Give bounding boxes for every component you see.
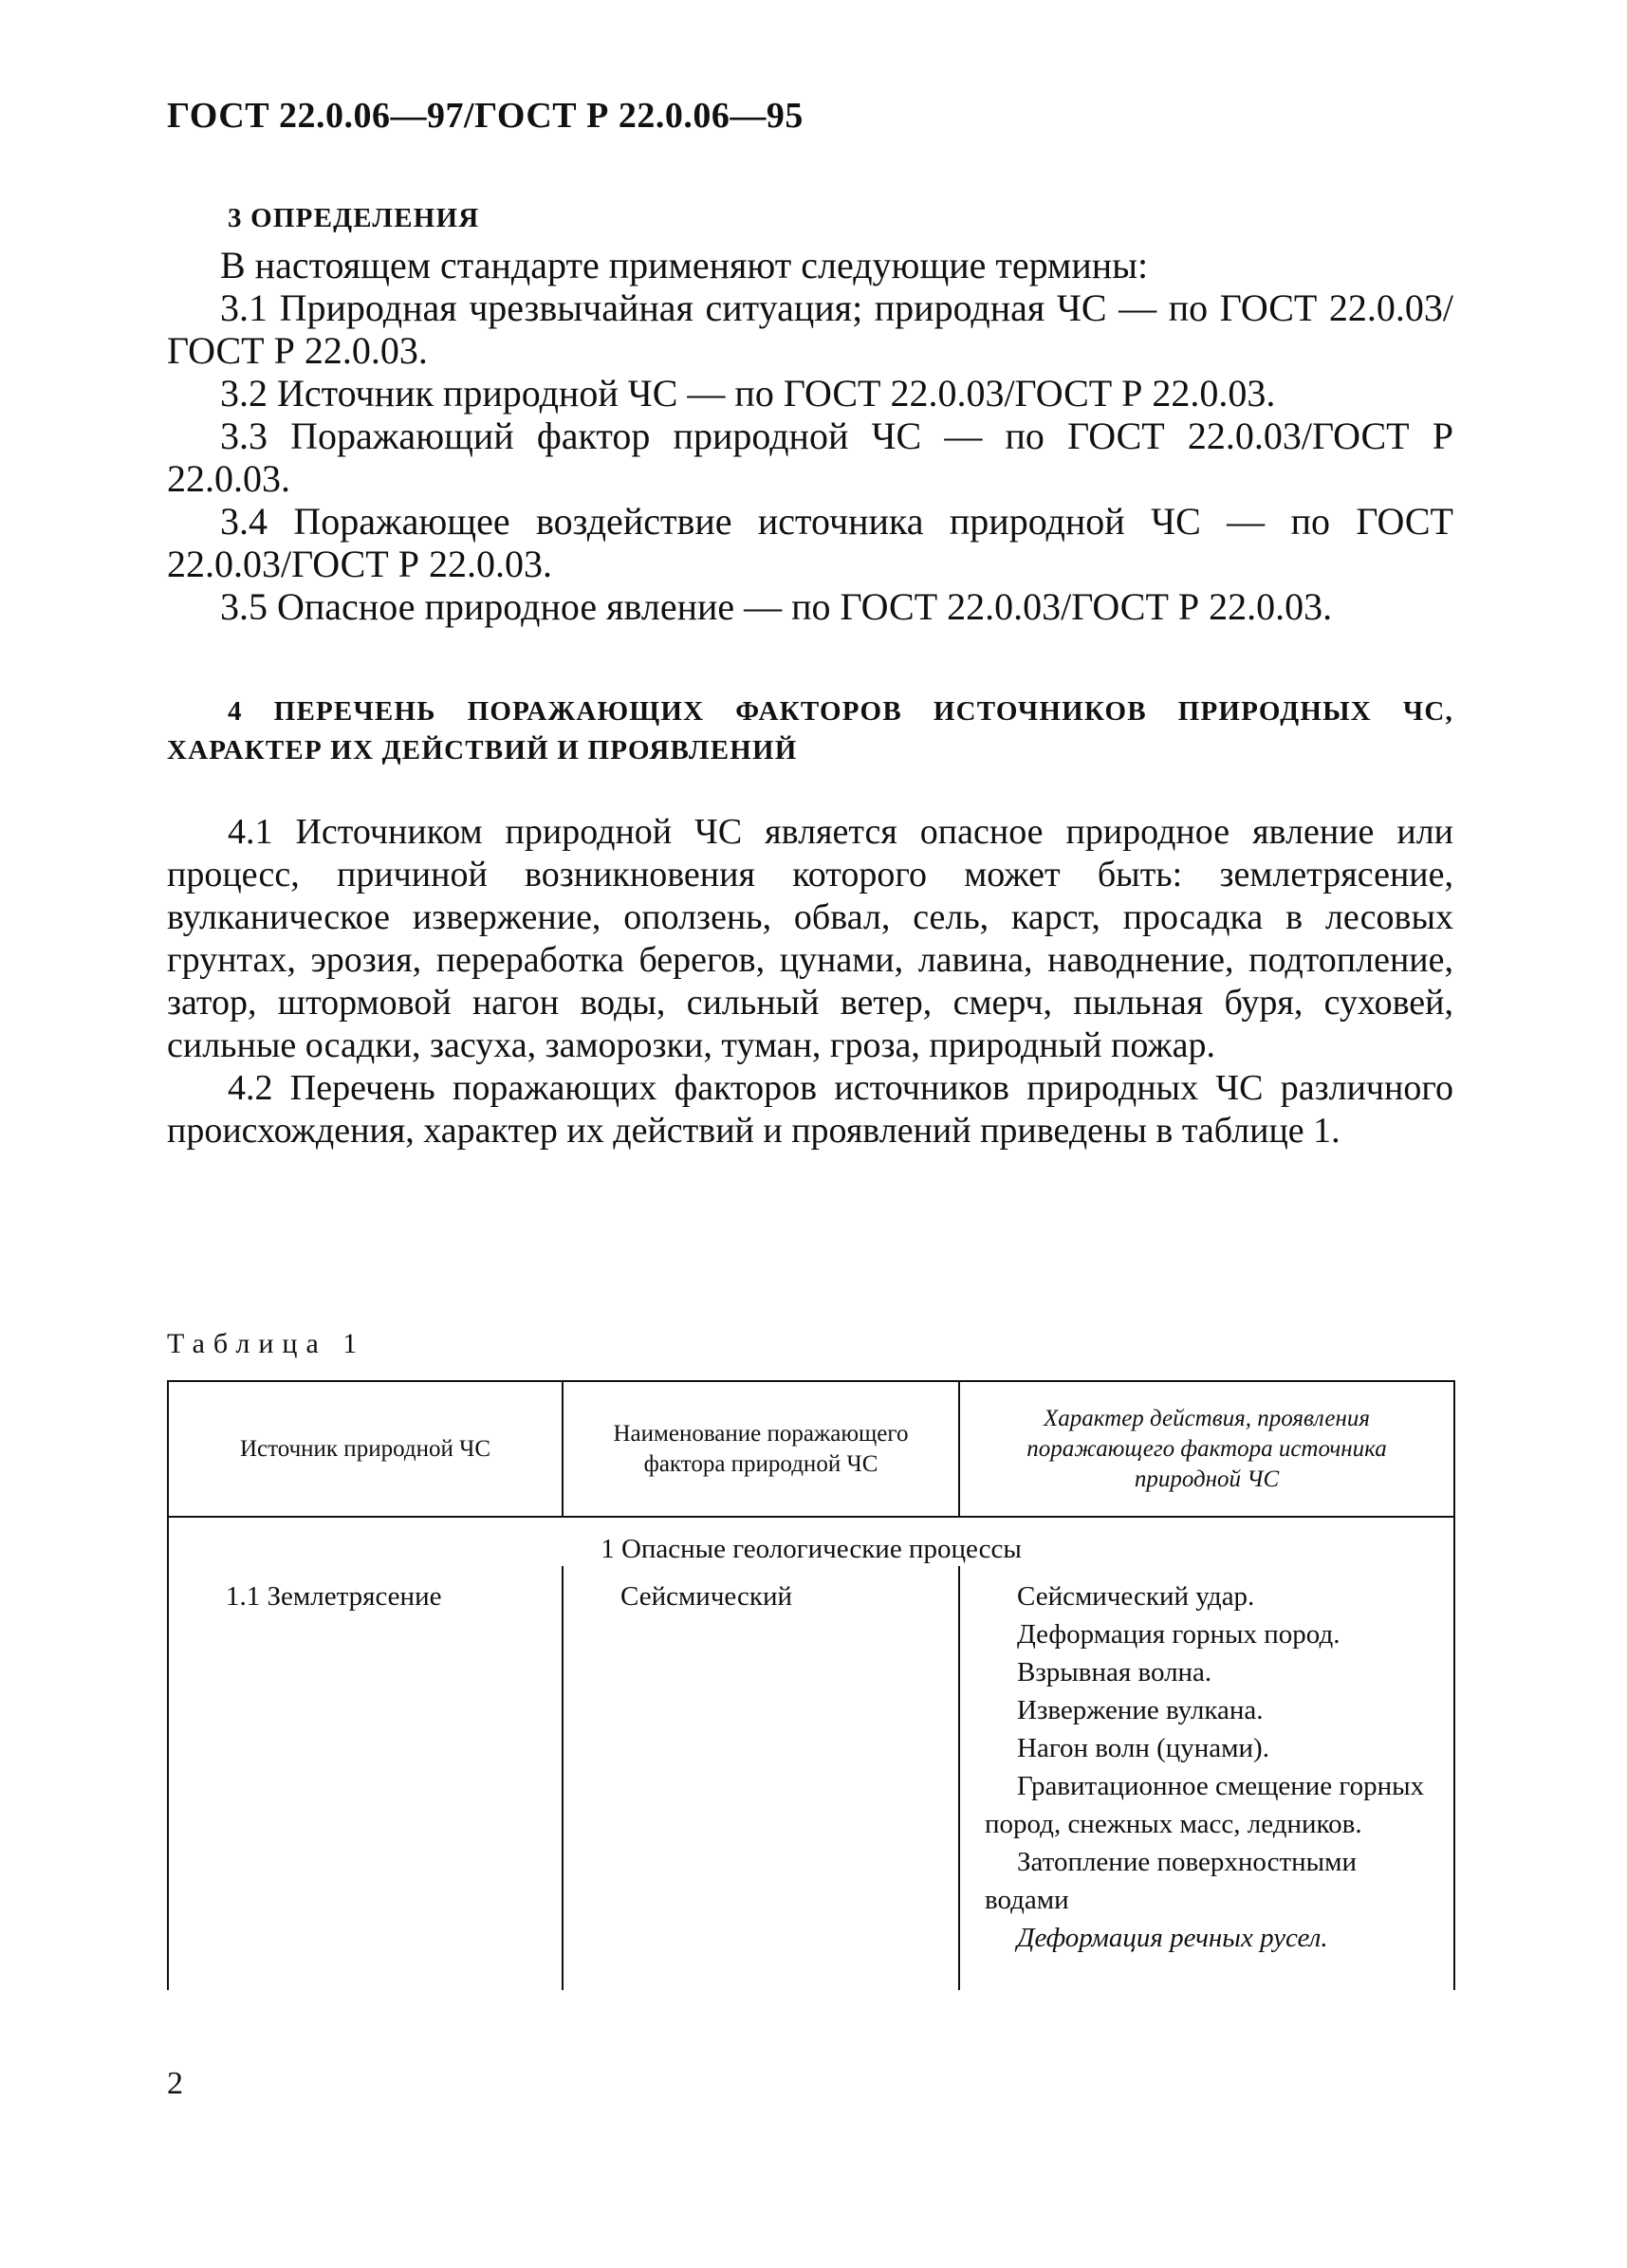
table-header-divider [167,1516,1455,1518]
definitions-block [167,244,1453,628]
header-source: Источник природной ЧС [239,1435,490,1462]
section-3-heading: 3 ОПРЕДЕЛЕНИЯ [228,203,480,233]
definitions-intro: В настоящем стандарте применяют следующие термины: [220,244,1149,286]
paragraph-4-2: 4.2 Перечень поражающих факторов источников природных ЧС различного происхождения, характер их действий и проявлений приведены в таблице 1. [167,1068,1453,1151]
definition-item: 3.5 Опасное природное явление — по ГОСТ 22.0.03/ГОСТ Р 22.0.03. [220,585,1333,628]
definition-item: 3.2 Источник природной ЧС — по ГОСТ 22.0.03/ГОСТ Р 22.0.03. [220,372,1276,415]
effect-item: Деформация горных пород. [1017,1619,1340,1650]
effect-item: Извержение вулкана. [1017,1695,1264,1725]
effect-item: Взрывная волна. [1017,1657,1212,1687]
cell-source: 1.1 Землетрясение [226,1581,442,1612]
table-1 [167,1380,1455,1990]
header-factor: Наименование поражающего фактора природной ЧС [613,1420,909,1477]
section-4-body [167,811,1453,1152]
table-group-row: 1 Опасные геологические процессы [601,1534,1022,1564]
effect-item: Гравитационное смещение горных пород, снежных масс, ледников. [985,1771,1425,1839]
effect-item: Затопление поверхностными водами [985,1847,1358,1915]
document-title: ГОСТ 22.0.06—97/ГОСТ Р 22.0.06—95 [167,96,804,136]
column-divider [958,1566,960,1990]
effect-item: Деформация речных русел. [1017,1923,1328,1953]
paragraph-4-1: 4.1 Источником природной ЧС является опасное природное явление или процесс, причиной возникновения которого может быть: землетрясение, вулканическое извержение, оползень, обвал, сель, карст, просадка в лесовых грунтах, эрозия, переработка берегов, цунами, лавина, наводнение, подтопление, затор, штормовой нагон воды, сильный ветер, смерч, пыльная буря, суховей, сильные осадки, засуха, заморозки, туман, гроза, природный пожар. [167,812,1453,1065]
definition-item: 3.4 Поражающее воздействие источника природной ЧС — по ГОСТ 22.0.03/ГОСТ Р 22.0.03. [167,500,1453,585]
section-4-heading-text: 4 ПЕРЕЧЕНЬ ПОРАЖАЮЩИХ ФАКТОРОВ ИСТОЧНИКОВ ПРИРОДНЫХ ЧС, ХАРАКТЕР ИХ ДЕЙСТВИЙ И ПРОЯВЛЕНИЙ [167,696,1453,765]
page-number: 2 [167,2066,183,2101]
effect-item: Нагон волн (цунами). [1017,1733,1269,1763]
definition-item: 3.3 Поражающий фактор природной ЧС — по ГОСТ 22.0.03/ГОСТ Р 22.0.03. [167,415,1453,500]
cell-factor: Сейсмический [620,1581,793,1612]
column-divider [562,1566,564,1990]
table-label: Таблица 1 [167,1328,366,1359]
effect-item: Сейсмический удар. [1017,1581,1255,1612]
header-effects: Характер действия, проявления поражающего фактора источника природной ЧС [1026,1405,1387,1492]
cell-effects [985,1577,1434,1957]
section-4-heading [167,692,1453,770]
definition-item: 3.1 Природная чрезвычайная ситуация; природная ЧС — по ГОСТ 22.0.03/ГОСТ Р 22.0.03. [167,286,1453,372]
table-right-border [1453,1380,1455,1990]
